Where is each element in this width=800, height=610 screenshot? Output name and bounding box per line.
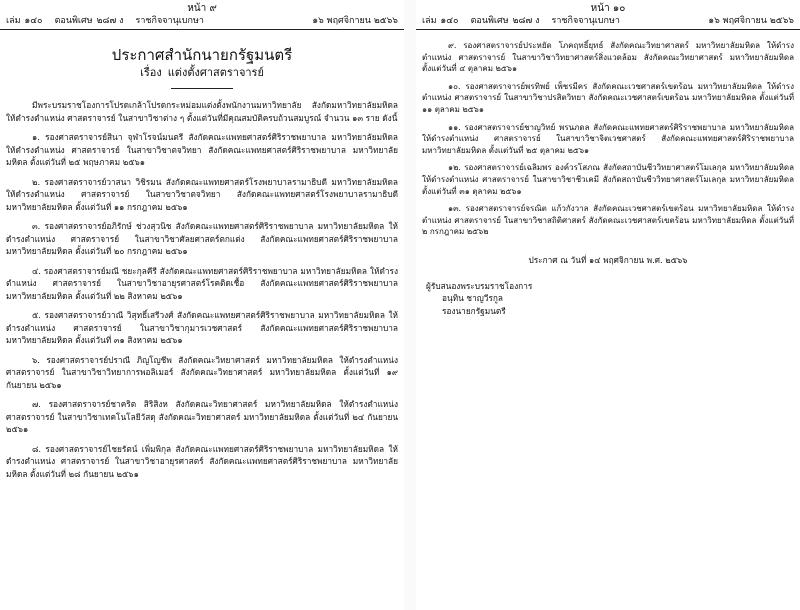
list-item: ๑๓. รองศาสตราจารย์จรณิต แก้วกังวาล สังกัดคณะเวชศาสตร์เขตร้อน มหาวิทยาลัยมหิดล ให้ดำรงตำแหน่ง ศาสตราจารย์ ในสาขาวิชาสถิติศาสตร์ สังกัดคณะเวชศาสตร์เขตร้อน มหาวิทยาลัยมหิดล ตั้งแต่วันที่ ๒ กรกฎาคม ๒๕๖๒ xyxy=(422,204,794,237)
publication-name: ราชกิจจานุเบกษา xyxy=(551,16,620,26)
countersign-line: ผู้รับสนองพระบรมราชโองการ xyxy=(426,280,533,291)
list-item: ๘. รองศาสตราจารย์ไชยรัตน์ เพิ่มพิกุล สังกัดคณะแพทยศาสตร์ศิริราชพยาบาล มหาวิทยาลัยมหิดล ให้ดำรงตำแหน่ง ศาสตราจารย์ ในสาขาวิชาอายุรศาสตร์ สังกัดคณะแพทยศาสตร์ศิริราชพยาบาล มหาวิทยาลัยมหิดล ตั้งแต่วันที่ ๒๘ กันยายน ๒๕๖๑ xyxy=(6,443,398,479)
page-number: หน้า ๑๐ xyxy=(590,3,626,14)
list-item: ๑๑. รองศาสตราจารย์ชาญวิทย์ พรนภดล สังกัดคณะแพทยศาสตร์ศิริราชพยาบาล มหาวิทยาลัยมหิดล ให้ดำรงตำแหน่ง ศาสตราจารย์ ในสาขาวิชาจิตเวชศาสตร์ สังกัดคณะแพทยศาสตร์ศิริราชพยาบาล มหาวิทยาลัยมหิดล ตั้งแต่วันที่ ๒๕ ตุลาคม ๒๕๖๑ xyxy=(422,122,794,155)
section-label: ตอนพิเศษ xyxy=(470,16,509,26)
title-divider xyxy=(171,88,233,89)
right-page xyxy=(416,0,800,610)
section-number: ๒๘๗ ง xyxy=(96,16,124,26)
list-item: ๖. รองศาสตราจารย์ปราณี ภิญโญชีพ สังกัดคณะวิทยาศาสตร์ มหาวิทยาลัยมหิดล ให้ดำรงตำแหน่ง ศาสตราจารย์ ในสาขาวิชาวิทยาการพอลิเมอร์ สังกัดคณะวิทยาศาสตร์ มหาวิทยาลัยมหิดล ตั้งแต่วันที่ ๑๙ กันยายน ๒๕๖๑ xyxy=(6,354,398,390)
announcement-date: ประกาศ ณ วันที่ ๑๔ พฤศจิกายน พ.ศ. ๒๕๖๖ xyxy=(528,254,688,265)
subject-label: เรื่อง xyxy=(140,66,162,79)
list-item: ๗. รองศาสตราจารย์ชาคริต สิริสิงห สังกัดคณะวิทยาศาสตร์ มหาวิทยาลัยมหิดล ให้ดำรงตำแหน่ง ศาสตราจารย์ ในสาขาวิชาเทคโนโลยีวัสดุ สังกัดคณะวิทยาศาสตร์ มหาวิทยาลัยมหิดล ตั้งแต่วันที่ ๒๔ กันยายน ๒๕๖๑ xyxy=(6,399,398,434)
list-item: ๑. รองศาสตราจารย์สินา จุฬาโรจน์มนตรี สังกัดคณะแพทยศาสตร์ศิริราชพยาบาล มหาวิทยาลัยมหิดล ให้ดำรงตำแหน่ง ศาสตราจารย์ ในสาขาวิชาตจวิทยา สังกัดคณะแพทยศาสตร์ศิริราชพยาบาล มหาวิทยาลัยมหิดล ตั้งแต่วันที่ ๒๕ พฤษภาคม ๒๕๖๑ xyxy=(6,132,398,167)
list-item: ๑๒. รองศาสตราจารย์เฉลิมพร องค์วรโสภณ สังกัดสถาบันชีววิทยาศาสตร์โมเลกุล มหาวิทยาลัยมหิดล ให้ดำรงตำแหน่ง ศาสตราจารย์ ในสาขาวิชาชีวเคมี สังกัดสถาบันชีววิทยาศาสตร์โมเลกุล มหาวิทยาลัยมหิดล ตั้งแต่วันที่ ๓๑ ตุลาคม ๒๕๖๑ xyxy=(422,163,794,196)
subject-text: แต่งตั้งศาสตราจารย์ xyxy=(167,66,264,79)
volume-label: เล่ม xyxy=(6,16,21,26)
list-item: ๕. รองศาสตราจารย์วาณี วิสุทธิ์เสรีวงศ์ สังกัดคณะแพทยศาสตร์ศิริราชพยาบาล มหาวิทยาลัยมหิดล ให้ดำรงตำแหน่ง ศาสตราจารย์ ในสาขาวิชากุมารเวชศาสตร์ สังกัดคณะแพทยศาสตร์ศิริราชพยาบาล มหาวิทยาลัยมหิดล ตั้งแต่วันที่ ๓๑ สิงหาคม ๒๕๖๑ xyxy=(6,310,398,345)
announcement-subject xyxy=(0,66,404,80)
list-item: ๙. รองศาสตราจารย์ประหยัด โภคฤทธิ์ยุทธ์ สังกัดคณะวิทยาศาสตร์ มหาวิทยาลัยมหิดล ให้ดำรงตำแหน่ง ศาสตราจารย์ ในสาขาวิชาวิทยาศาสตร์สิ่งแวดล้อม สังกัดคณะวิทยาศาสตร์ มหาวิทยาลัยมหิดล ตั้งแต่วันที่ ๔ ตุลาคม ๒๕๖๑ xyxy=(422,41,794,74)
intro-paragraph: มีพระบรมราชโองการโปรดเกล้าโปรดกระหม่อมแต่งตั้งพนักงานมหาวิทยาลัย สังกัดมหาวิทยาลัยมหิดล ให้ดำรงตำแหน่ง ศาสตราจารย์ ในสาขาวิชาต่าง ๆ ตั้งแต่วันที่มีคุณสมบัติครบถ้วนสมบูรณ์ จำนวน ๑๓ ราย ดังนี้ xyxy=(6,100,398,123)
gazette-date: ๑๖ พฤศจิกายน ๒๕๖๖ xyxy=(708,16,794,26)
list-item: ๔. รองศาสตราจารย์มณี ชยะกุลคีรี สังกัดคณะแพทยศาสตร์ศิริราชพยาบาล มหาวิทยาลัยมหิดล ให้ดำรงตำแหน่ง ศาสตราจารย์ ในสาขาวิชาอายุรศาสตร์โรคติดเชื้อ สังกัดคณะแพทยศาสตร์ศิริราชพยาบาล มหาวิทยาลัยมหิดล ตั้งแต่วันที่ ๒๒ สิงหาคม ๒๕๖๑ xyxy=(6,265,398,301)
publication-name: ราชกิจจานุเบกษา xyxy=(135,16,204,26)
gazette-header xyxy=(416,15,800,30)
volume-number: ๑๔๐ xyxy=(24,16,43,26)
volume-number: ๑๔๐ xyxy=(440,16,459,26)
list-item: ๒. รองศาสตราจารย์วาสนา วิชิรมน สังกัดคณะแพทยศาสตร์โรงพยาบาลรามาธิบดี มหาวิทยาลัยมหิดล ให้ดำรงตำแหน่ง ศาสตราจารย์ ในสาขาวิชาตจวิทยา สังกัดคณะแพทยศาสตร์โรงพยาบาลรามาธิบดี มหาวิทยาลัยมหิดล ตั้งแต่วันที่ ๑๑ กรกฎาคม ๒๕๖๑ xyxy=(6,176,398,212)
page-number: หน้า ๙ xyxy=(187,3,217,14)
page-gutter xyxy=(404,0,416,610)
list-item: ๓. รองศาสตราจารย์อภิรักษ์ ช่วงสุวนิช สังกัดคณะแพทยศาสตร์ศิริราชพยาบาล มหาวิทยาลัยมหิดล ให้ดำรงตำแหน่ง ศาสตราจารย์ ในสาขาวิชาศัลยศาสตร์ตกแต่ง สังกัดคณะแพทยศาสตร์ศิริราชพยาบาล มหาวิทยาลัยมหิดล ตั้งแต่วันที่ ๒๐ กรกฎาคม ๒๕๖๑ xyxy=(6,221,398,256)
gazette-header xyxy=(0,15,404,30)
list-item: ๑๐. รองศาสตราจารย์พรทิพย์ เพ็ชรมีคร สังกัดคณะเวชศาสตร์เขตร้อน มหาวิทยาลัยมหิดล ให้ดำรงตำแหน่ง ศาสตราจารย์ ในสาขาวิชาปรสิตวิทยา สังกัดคณะเวชศาสตร์เขตร้อน มหาวิทยาลัยมหิดล ตั้งแต่วันที่ ๑๑ ตุลาคม ๒๕๖๑ xyxy=(422,81,794,114)
gazette-date: ๑๖ พฤศจิกายน ๒๕๖๖ xyxy=(312,16,398,26)
section-number: ๒๘๗ ง xyxy=(512,16,540,26)
signatory-position: รองนายกรัฐมนตรี xyxy=(442,305,506,316)
announcement-title: ประกาศสำนักนายกรัฐมนตรี xyxy=(111,46,293,64)
volume-label: เล่ม xyxy=(422,16,437,26)
section-label: ตอนพิเศษ xyxy=(54,16,93,26)
signatory-name: อนุทิน ชาญวีรกูล xyxy=(442,293,504,304)
signature-block xyxy=(416,280,800,318)
